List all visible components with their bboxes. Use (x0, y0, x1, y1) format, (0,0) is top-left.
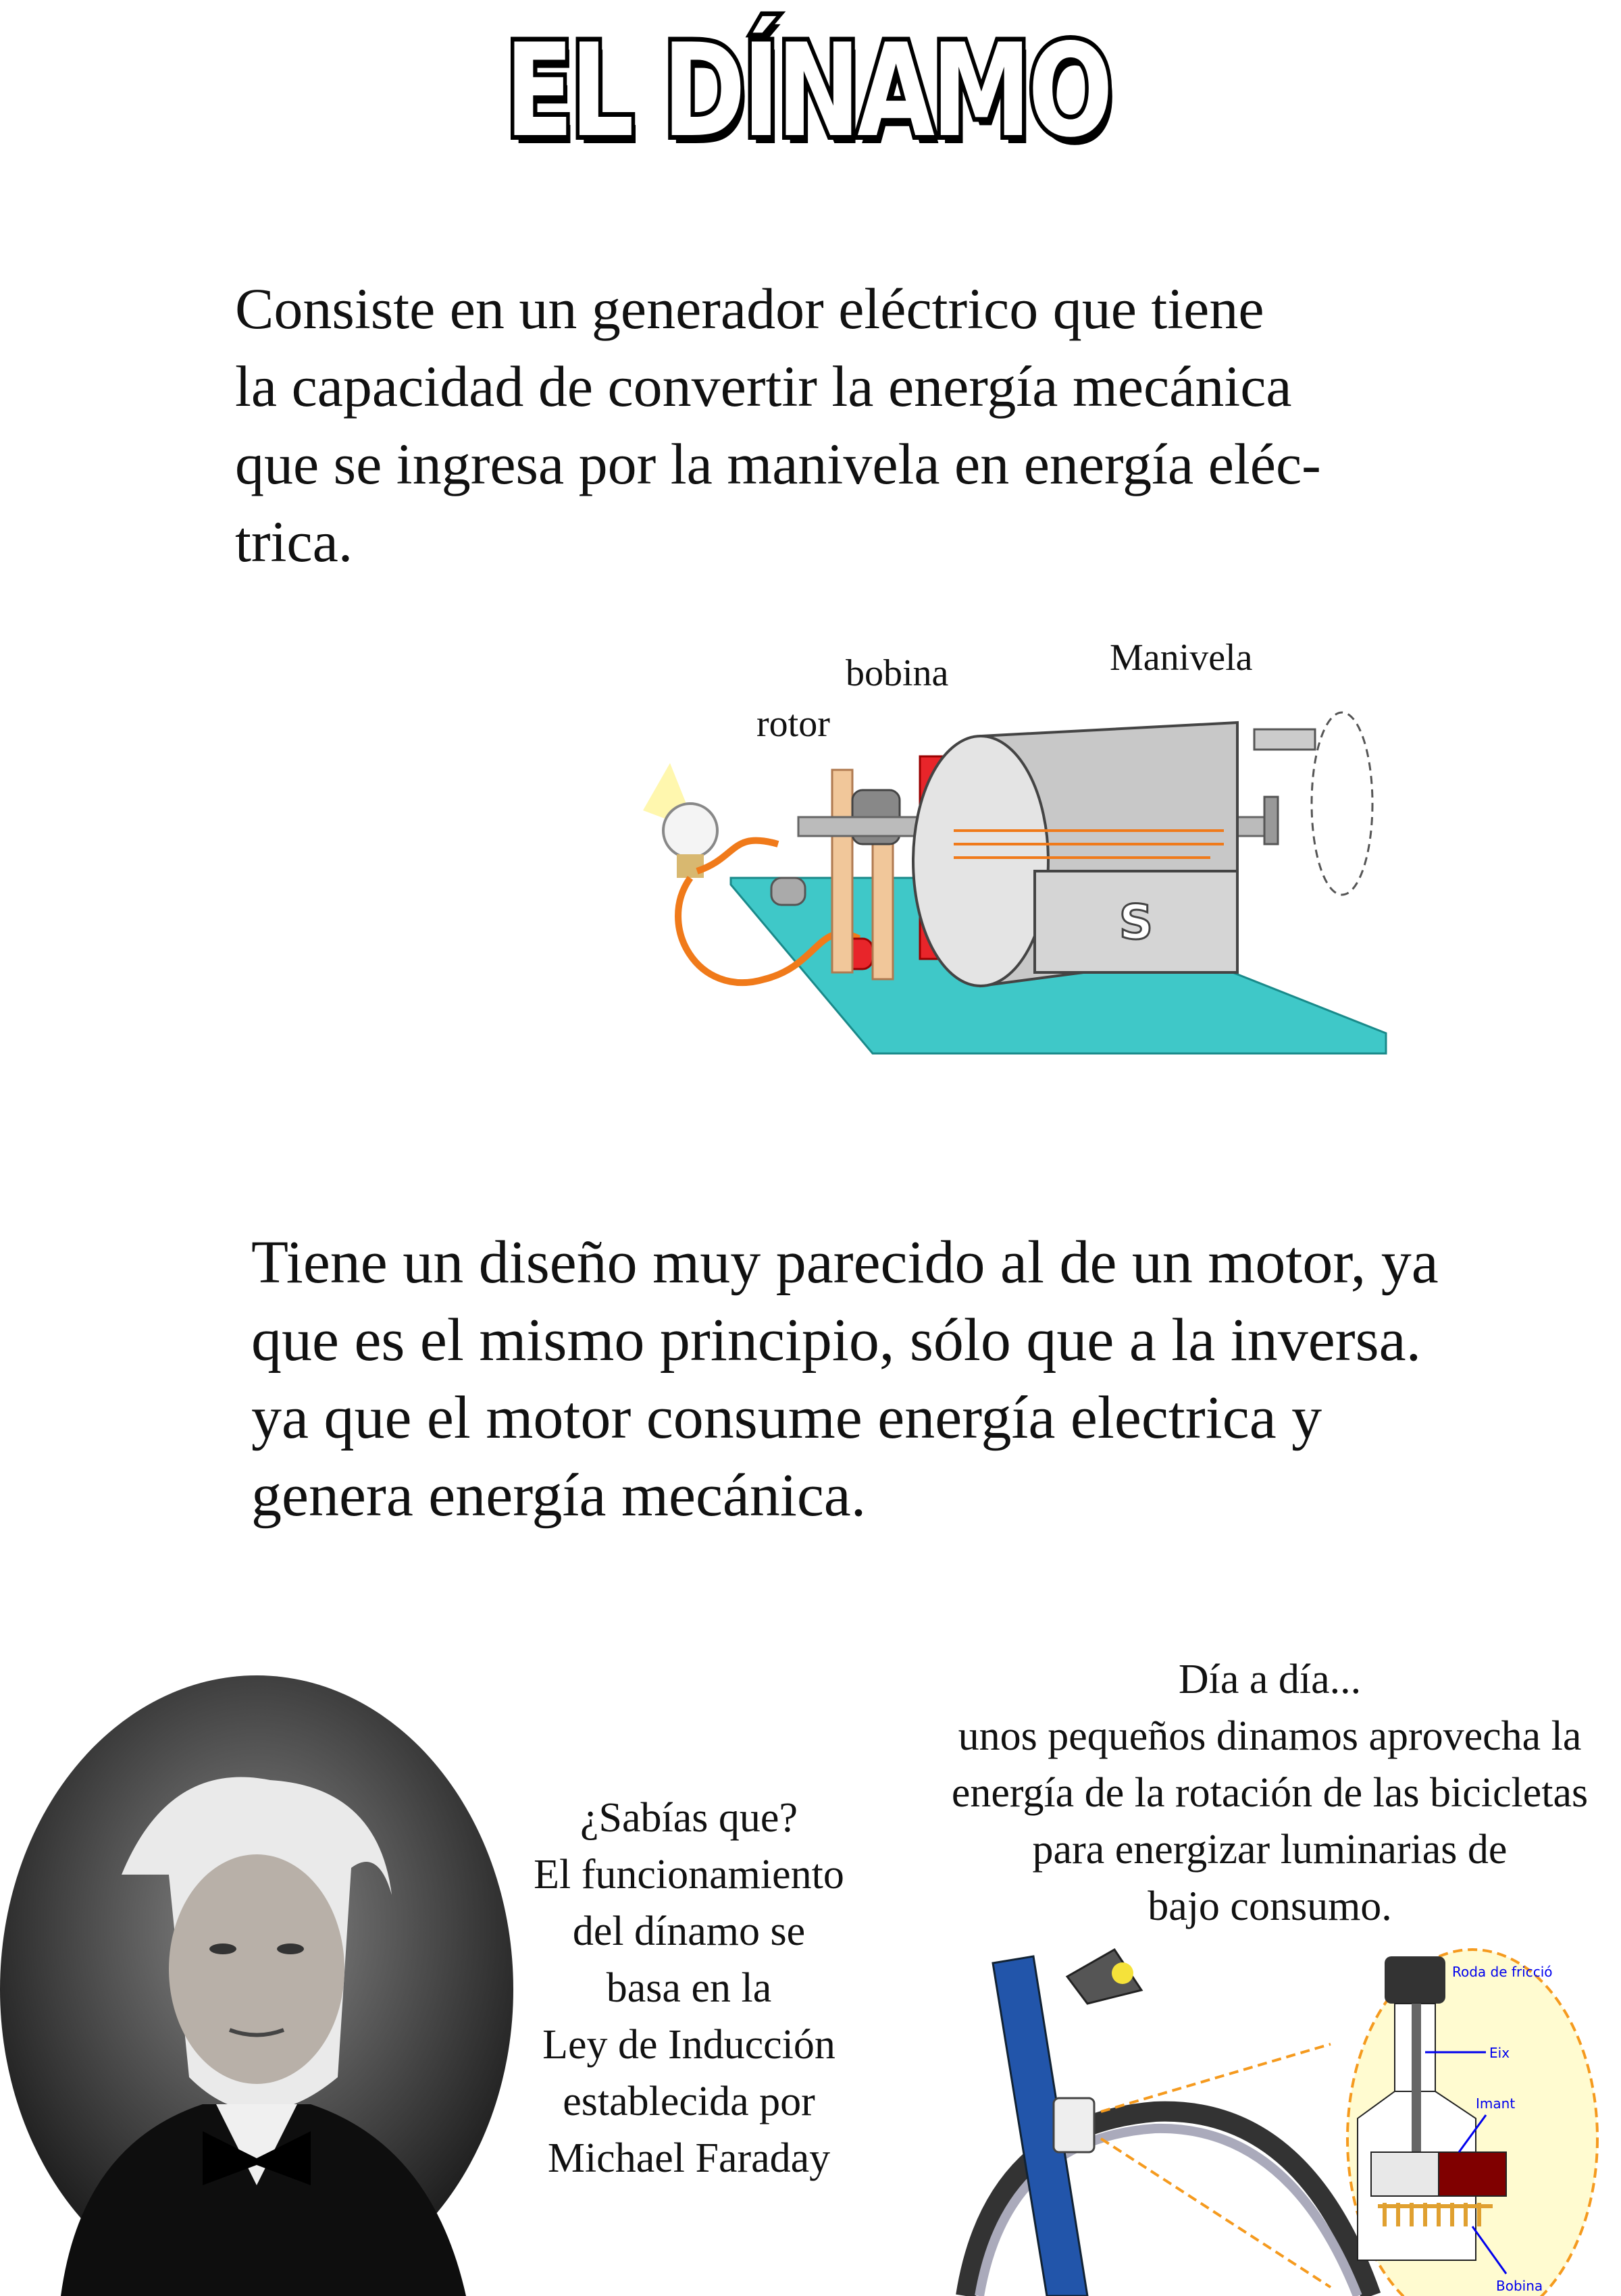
pole-label: S (1118, 895, 1154, 950)
fact-line: establecida por (563, 2079, 815, 2124)
comparison-line: que es el mismo principio, sólo que a la inversa. (251, 1307, 1422, 1374)
fact-text (486, 1790, 892, 2187)
rotor-support (832, 770, 852, 972)
fact-line: basa en la (606, 1965, 772, 2011)
brush-terminal (771, 878, 805, 905)
bulb-icon (663, 804, 717, 858)
rotation-arrow (1312, 712, 1372, 895)
daily-line: bajo consumo. (1148, 1883, 1392, 1929)
daily-text (898, 1651, 1621, 1935)
faraday-portrait (0, 1672, 520, 2296)
label-coil: Bobina (1496, 2278, 1543, 2294)
bulb-base (677, 854, 704, 878)
fact-line: El funcionamiento (534, 1852, 844, 1898)
comparison-paragraph (251, 1224, 1568, 1534)
comparison-line: Tiene un diseño muy parecido al de un motor, ya (251, 1229, 1439, 1296)
fact-heading: ¿Sabías que? (580, 1795, 798, 1841)
intro-line: la capacidad de convertir la energía mecánica (235, 354, 1292, 419)
intro-line: Consiste en un generador eléctrico que tiene (235, 276, 1264, 341)
page-title: EL DÍNAMO (505, 16, 1110, 165)
fact-line: Ley de Inducción (542, 2022, 835, 2068)
comparison-line: ya que el motor consume energía electrica y (251, 1384, 1322, 1451)
daily-heading: Día a día... (1178, 1656, 1362, 1702)
daily-line: energía de la rotación de las bicicletas (951, 1770, 1589, 1816)
label-bobina: bobina (846, 652, 949, 694)
crank-arm (1264, 797, 1278, 844)
dynamo (1054, 2098, 1094, 2152)
label-friction-wheel: Roda de fricció (1452, 1964, 1553, 1980)
label-rotor: rotor (756, 703, 830, 745)
bike-dynamo-diagram (952, 1936, 1621, 2296)
dynamo-diagram (616, 696, 1393, 1060)
daily-line: unos pequeños dinamos aprovecha la (958, 1713, 1582, 1759)
fact-line: del dínamo se (572, 1908, 806, 1954)
label-magnet: Imant (1476, 2095, 1516, 2112)
crank-handle (1254, 729, 1315, 750)
label-axis: Eix (1489, 2045, 1510, 2061)
intro-paragraph (235, 270, 1383, 581)
intro-line: que se ingresa por la manivela en energía eléc- (235, 432, 1321, 496)
comparison-line: genera energía mecánica. (251, 1462, 867, 1529)
daily-line: para energizar luminarias de (1032, 1827, 1508, 1873)
fact-line: Michael Faraday (547, 2135, 831, 2181)
intro-line: trica. (235, 509, 353, 574)
label-manivela: Manivela (1110, 637, 1253, 679)
